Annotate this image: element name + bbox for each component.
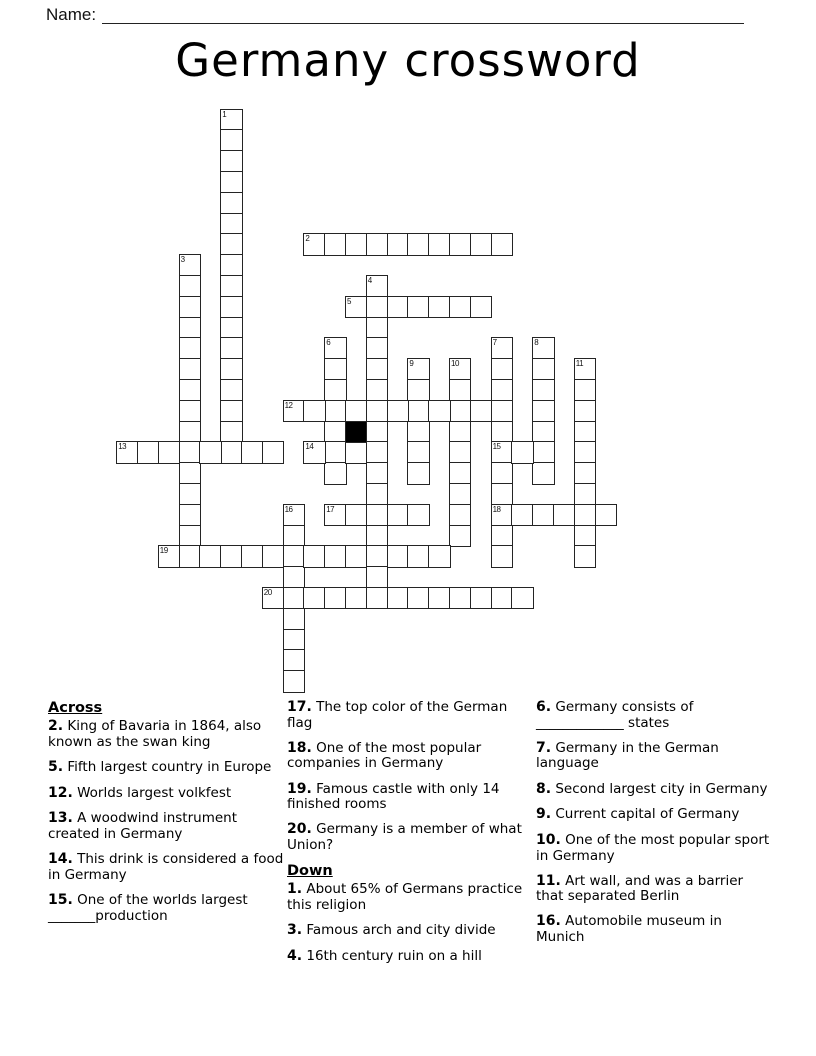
grid-cell[interactable] bbox=[179, 358, 201, 380]
grid-cell[interactable] bbox=[220, 233, 242, 255]
grid-cell[interactable] bbox=[449, 483, 471, 505]
grid-cell[interactable] bbox=[179, 462, 201, 484]
grid-cell[interactable] bbox=[324, 587, 346, 609]
grid-cell[interactable] bbox=[220, 317, 242, 339]
grid-cell[interactable] bbox=[179, 379, 201, 401]
clue-number: 4. bbox=[287, 947, 303, 964]
cell-number: 15 bbox=[492, 442, 501, 452]
grid-cell[interactable] bbox=[366, 337, 388, 359]
clue-item-9: 9. Current capital of Germany bbox=[536, 806, 740, 823]
clue-number: 15. bbox=[48, 891, 73, 908]
grid-cell[interactable] bbox=[220, 545, 242, 567]
grid-cell[interactable] bbox=[324, 504, 346, 526]
grid-cell[interactable] bbox=[449, 462, 471, 484]
grid-cell[interactable] bbox=[387, 545, 409, 567]
clue-item-19: 19. Famous castle with only 14 finished rooms bbox=[287, 780, 500, 813]
cell-number: 5 bbox=[347, 296, 351, 306]
clue-number: 17. bbox=[287, 699, 312, 715]
page-title: Germany crossword bbox=[175, 34, 641, 87]
cell-number: 4 bbox=[367, 276, 372, 285]
clue-column-left bbox=[48, 700, 288, 934]
cell-number: 3 bbox=[180, 255, 185, 265]
grid-cell[interactable] bbox=[262, 545, 284, 567]
cell-number: 8 bbox=[534, 338, 539, 348]
grid-cell[interactable] bbox=[449, 400, 471, 422]
grid-cell[interactable] bbox=[158, 441, 180, 463]
clue-item-2: 2. King of Bavaria in 1864, also known as the swan king bbox=[48, 718, 262, 750]
grid-cell[interactable] bbox=[179, 296, 201, 318]
grid-cell[interactable] bbox=[491, 525, 513, 547]
grid-cell[interactable] bbox=[407, 379, 429, 401]
cell-number: 19 bbox=[159, 546, 168, 556]
grid-cell[interactable] bbox=[449, 421, 471, 443]
grid-cell[interactable] bbox=[449, 296, 471, 318]
grid-cell[interactable] bbox=[220, 129, 242, 151]
grid-cell[interactable] bbox=[220, 254, 242, 276]
grid-cell[interactable] bbox=[387, 400, 409, 422]
grid-cell[interactable] bbox=[220, 275, 242, 297]
grid-cell[interactable] bbox=[574, 525, 596, 547]
grid-cell[interactable] bbox=[428, 233, 450, 255]
grid-cell[interactable] bbox=[407, 545, 429, 567]
cell-number: 13 bbox=[118, 442, 127, 452]
grid-cell[interactable] bbox=[220, 337, 242, 359]
grid-cell[interactable] bbox=[345, 441, 367, 463]
clue-number: 13. bbox=[48, 810, 73, 827]
clue-number: 11. bbox=[536, 872, 561, 889]
clue-number: 14. bbox=[48, 851, 73, 868]
clue-item-3: 3. Famous arch and city divide bbox=[287, 922, 496, 939]
grid-cell[interactable] bbox=[511, 587, 533, 609]
grid-cell[interactable] bbox=[387, 296, 409, 318]
grid-cell[interactable] bbox=[407, 504, 429, 526]
grid-cell[interactable] bbox=[407, 296, 429, 318]
clue-item-17: 17. The top color of the German flag bbox=[287, 699, 508, 731]
grid-cell[interactable] bbox=[179, 337, 201, 359]
grid-cell[interactable] bbox=[574, 504, 596, 526]
grid-cell[interactable] bbox=[574, 379, 596, 401]
grid-cell[interactable] bbox=[407, 421, 429, 443]
grid-cell[interactable] bbox=[303, 587, 325, 609]
grid-cell[interactable] bbox=[449, 233, 471, 255]
grid-cell[interactable] bbox=[366, 317, 388, 339]
grid-cell[interactable] bbox=[532, 504, 554, 526]
grid-cell[interactable] bbox=[179, 400, 201, 422]
grid-cell[interactable] bbox=[324, 421, 346, 443]
grid-cell[interactable] bbox=[407, 358, 429, 380]
grid-cell[interactable] bbox=[283, 649, 305, 671]
grid-cell[interactable] bbox=[324, 400, 346, 422]
grid-cell[interactable] bbox=[449, 525, 471, 547]
clue-item-4: 4. 16th century ruin on a hill bbox=[287, 947, 482, 964]
grid-cell[interactable] bbox=[574, 400, 596, 422]
grid-cell[interactable] bbox=[179, 275, 201, 297]
grid-cell[interactable] bbox=[491, 337, 513, 359]
grid-cell[interactable] bbox=[366, 400, 388, 422]
clue-item-15: 15. One of the worlds largest _______production bbox=[48, 891, 248, 924]
grid-cell[interactable] bbox=[574, 358, 596, 380]
grid-cell[interactable] bbox=[511, 441, 533, 463]
cell-number: 16 bbox=[284, 504, 293, 514]
clue-number: 12. bbox=[48, 784, 73, 801]
grid-cell[interactable] bbox=[574, 545, 596, 567]
grid-cell[interactable] bbox=[491, 545, 513, 567]
grid-cell[interactable] bbox=[303, 545, 325, 567]
grid-cell[interactable] bbox=[428, 545, 450, 567]
grid-cell[interactable] bbox=[532, 462, 554, 484]
grid-cell[interactable] bbox=[491, 483, 513, 505]
cell-number: 11 bbox=[575, 359, 584, 369]
grid-cell[interactable] bbox=[179, 441, 201, 463]
grid-cell[interactable] bbox=[220, 213, 242, 235]
grid-cell[interactable] bbox=[116, 441, 138, 463]
grid-cell[interactable] bbox=[283, 608, 305, 630]
clue-item-10: 10. One of the most popular sport in Germany bbox=[536, 831, 770, 864]
grid-cell[interactable] bbox=[449, 379, 471, 401]
grid-cell[interactable] bbox=[449, 587, 471, 609]
grid-cell[interactable] bbox=[179, 317, 201, 339]
grid-cell[interactable] bbox=[345, 504, 367, 526]
grid-cell[interactable] bbox=[179, 504, 201, 526]
grid-cell[interactable] bbox=[491, 504, 513, 526]
grid-cell[interactable] bbox=[324, 379, 346, 401]
grid-cell[interactable] bbox=[324, 337, 346, 359]
grid-cell[interactable] bbox=[283, 629, 305, 651]
grid-cell[interactable] bbox=[470, 400, 492, 422]
cell-number: 9 bbox=[409, 359, 414, 369]
grid-cell[interactable] bbox=[449, 441, 471, 463]
black-cell bbox=[345, 421, 367, 443]
cell-number: 2 bbox=[305, 234, 310, 244]
grid-cell[interactable] bbox=[324, 233, 346, 255]
grid-cell[interactable] bbox=[179, 483, 201, 505]
grid-cell[interactable] bbox=[220, 192, 242, 214]
grid-cell[interactable] bbox=[199, 545, 221, 567]
clue-number: 16. bbox=[536, 913, 561, 930]
grid-cell[interactable] bbox=[407, 441, 429, 463]
grid-cell[interactable] bbox=[407, 587, 429, 609]
clue-number: 2. bbox=[48, 718, 64, 735]
clue-number: 9. bbox=[536, 806, 552, 823]
clue-number: 18. bbox=[287, 739, 312, 756]
grid-cell[interactable] bbox=[262, 587, 284, 609]
grid-cell[interactable] bbox=[553, 504, 575, 526]
clue-item-11: 11. Art wall, and was a barrier that separated Berlin bbox=[536, 872, 744, 905]
grid-cell[interactable] bbox=[303, 400, 325, 422]
grid-cell[interactable] bbox=[262, 441, 284, 463]
grid-cell[interactable] bbox=[491, 358, 513, 380]
grid-cell[interactable] bbox=[449, 358, 471, 380]
grid-cell[interactable] bbox=[283, 545, 305, 567]
cell-number: 14 bbox=[305, 442, 314, 452]
grid-cell[interactable] bbox=[220, 109, 242, 131]
grid-cell[interactable] bbox=[407, 400, 429, 422]
name-label: Name: bbox=[46, 5, 97, 24]
clue-number: 10. bbox=[536, 831, 561, 848]
grid-cell[interactable] bbox=[179, 254, 201, 276]
grid-cell[interactable] bbox=[532, 358, 554, 380]
clues-heading-down: Down bbox=[287, 863, 333, 880]
grid-cell[interactable] bbox=[366, 483, 388, 505]
clue-number: 20. bbox=[287, 821, 312, 838]
clue-item-18: 18. One of the most popular companies in Germany bbox=[287, 739, 482, 772]
grid-cell[interactable] bbox=[345, 400, 367, 422]
grid-cell[interactable] bbox=[199, 441, 221, 463]
grid-cell[interactable] bbox=[220, 441, 242, 463]
clue-item-20: 20. Germany is a member of what Union? bbox=[287, 821, 522, 854]
grid-cell[interactable] bbox=[366, 379, 388, 401]
grid-cell[interactable] bbox=[303, 441, 325, 463]
cell-number: 6 bbox=[326, 338, 331, 348]
grid-cell[interactable] bbox=[574, 483, 596, 505]
grid-cell[interactable] bbox=[324, 462, 346, 484]
clue-item-12: 12. Worlds largest volkfest bbox=[48, 784, 232, 801]
grid-cell[interactable] bbox=[366, 296, 388, 318]
grid-cell[interactable] bbox=[283, 670, 305, 692]
clue-column-middle bbox=[287, 700, 525, 974]
cell-number: 7 bbox=[492, 338, 497, 348]
grid-cell[interactable] bbox=[366, 358, 388, 380]
grid-cell[interactable] bbox=[595, 504, 617, 526]
grid-cell[interactable] bbox=[220, 150, 242, 172]
grid-cell[interactable] bbox=[532, 379, 554, 401]
grid-cell[interactable] bbox=[532, 337, 554, 359]
grid-cell[interactable] bbox=[491, 379, 513, 401]
grid-cell[interactable] bbox=[283, 400, 305, 422]
cell-number: 18 bbox=[492, 504, 501, 514]
grid-cell[interactable] bbox=[491, 441, 513, 463]
grid-cell[interactable] bbox=[366, 587, 388, 609]
grid-cell[interactable] bbox=[179, 525, 201, 547]
clue-column-right bbox=[536, 700, 773, 955]
grid-cell[interactable] bbox=[220, 358, 242, 380]
grid-cell[interactable] bbox=[532, 421, 554, 443]
grid-cell[interactable] bbox=[574, 462, 596, 484]
grid-cell[interactable] bbox=[428, 587, 450, 609]
clue-item-13: 13. A woodwind instrument created in Germany bbox=[48, 810, 238, 843]
clue-item-6: 6. Germany consists of _____________ states bbox=[536, 699, 694, 731]
clue-number: 8. bbox=[536, 780, 552, 797]
grid-cell[interactable] bbox=[428, 400, 450, 422]
grid-cell[interactable] bbox=[137, 441, 159, 463]
grid-cell[interactable] bbox=[283, 504, 305, 526]
cell-number: 17 bbox=[326, 504, 335, 514]
grid-cell[interactable] bbox=[407, 462, 429, 484]
grid-cell[interactable] bbox=[345, 233, 367, 255]
grid-cell[interactable] bbox=[324, 358, 346, 380]
grid-cell[interactable] bbox=[366, 566, 388, 588]
clue-number: 3. bbox=[287, 922, 303, 939]
grid-cell[interactable] bbox=[179, 545, 201, 567]
grid-cell[interactable] bbox=[574, 421, 596, 443]
grid-cell[interactable] bbox=[491, 421, 513, 443]
grid-cell[interactable] bbox=[220, 379, 242, 401]
grid-cell[interactable] bbox=[345, 296, 367, 318]
grid-cell[interactable] bbox=[387, 233, 409, 255]
grid-cell[interactable] bbox=[158, 545, 180, 567]
clue-item-7: 7. Germany in the German language bbox=[536, 739, 719, 772]
grid-cell[interactable] bbox=[283, 566, 305, 588]
cell-number: 1 bbox=[222, 109, 227, 119]
grid-cell[interactable] bbox=[283, 587, 305, 609]
grid-cell[interactable] bbox=[283, 525, 305, 547]
grid-cell[interactable] bbox=[491, 400, 513, 422]
grid-cell[interactable] bbox=[366, 545, 388, 567]
grid-cell[interactable] bbox=[511, 504, 533, 526]
grid-cell[interactable] bbox=[532, 400, 554, 422]
clue-number: 7. bbox=[536, 739, 552, 756]
cell-number: 20 bbox=[263, 588, 272, 597]
grid-cell[interactable] bbox=[470, 296, 492, 318]
cell-number: 12 bbox=[284, 400, 293, 410]
grid-cell[interactable] bbox=[241, 545, 263, 567]
grid-cell[interactable] bbox=[324, 545, 346, 567]
grid-cell[interactable] bbox=[491, 587, 513, 609]
grid-cell[interactable] bbox=[241, 441, 263, 463]
clues-heading-across: Across bbox=[48, 700, 103, 716]
grid-cell[interactable] bbox=[220, 421, 242, 443]
grid-cell[interactable] bbox=[366, 504, 388, 526]
clue-item-5: 5. Fifth largest country in Europe bbox=[48, 759, 272, 776]
clue-item-1: 1. About 65% of Germans practice this religion bbox=[287, 881, 523, 914]
grid-cell[interactable] bbox=[366, 441, 388, 463]
grid-cell[interactable] bbox=[470, 233, 492, 255]
grid-cell[interactable] bbox=[491, 462, 513, 484]
clue-number: 6. bbox=[536, 699, 552, 715]
grid-cell[interactable] bbox=[220, 171, 242, 193]
cell-number: 10 bbox=[451, 359, 459, 369]
grid-cell[interactable] bbox=[532, 441, 554, 463]
grid-cell[interactable] bbox=[387, 587, 409, 609]
grid-cell[interactable] bbox=[303, 233, 325, 255]
clue-number: 1. bbox=[287, 881, 303, 898]
clue-item-8: 8. Second largest city in Germany bbox=[536, 780, 768, 797]
grid-cell[interactable] bbox=[407, 233, 429, 255]
clue-number: 5. bbox=[48, 759, 64, 776]
clue-item-14: 14. This drink is considered a food in Germany bbox=[48, 851, 284, 883]
grid-cell[interactable] bbox=[324, 441, 346, 463]
grid-cell[interactable] bbox=[366, 233, 388, 255]
grid-cell[interactable] bbox=[345, 545, 367, 567]
grid-cell[interactable] bbox=[220, 296, 242, 318]
grid-cell[interactable] bbox=[366, 275, 388, 297]
grid-cell[interactable] bbox=[366, 462, 388, 484]
clue-item-16: 16. Automobile museum in Munich bbox=[536, 913, 722, 946]
grid-cell[interactable] bbox=[220, 400, 242, 422]
grid-cell[interactable] bbox=[428, 296, 450, 318]
grid-cell[interactable] bbox=[470, 587, 492, 609]
grid-cell[interactable] bbox=[387, 504, 409, 526]
clue-number: 19. bbox=[287, 780, 312, 797]
grid-cell[interactable] bbox=[345, 587, 367, 609]
grid-cell[interactable] bbox=[366, 421, 388, 443]
grid-cell[interactable] bbox=[574, 441, 596, 463]
grid-cell[interactable] bbox=[366, 525, 388, 547]
grid-cell[interactable] bbox=[179, 421, 201, 443]
grid-cell[interactable] bbox=[449, 504, 471, 526]
grid-cell[interactable] bbox=[491, 233, 513, 255]
